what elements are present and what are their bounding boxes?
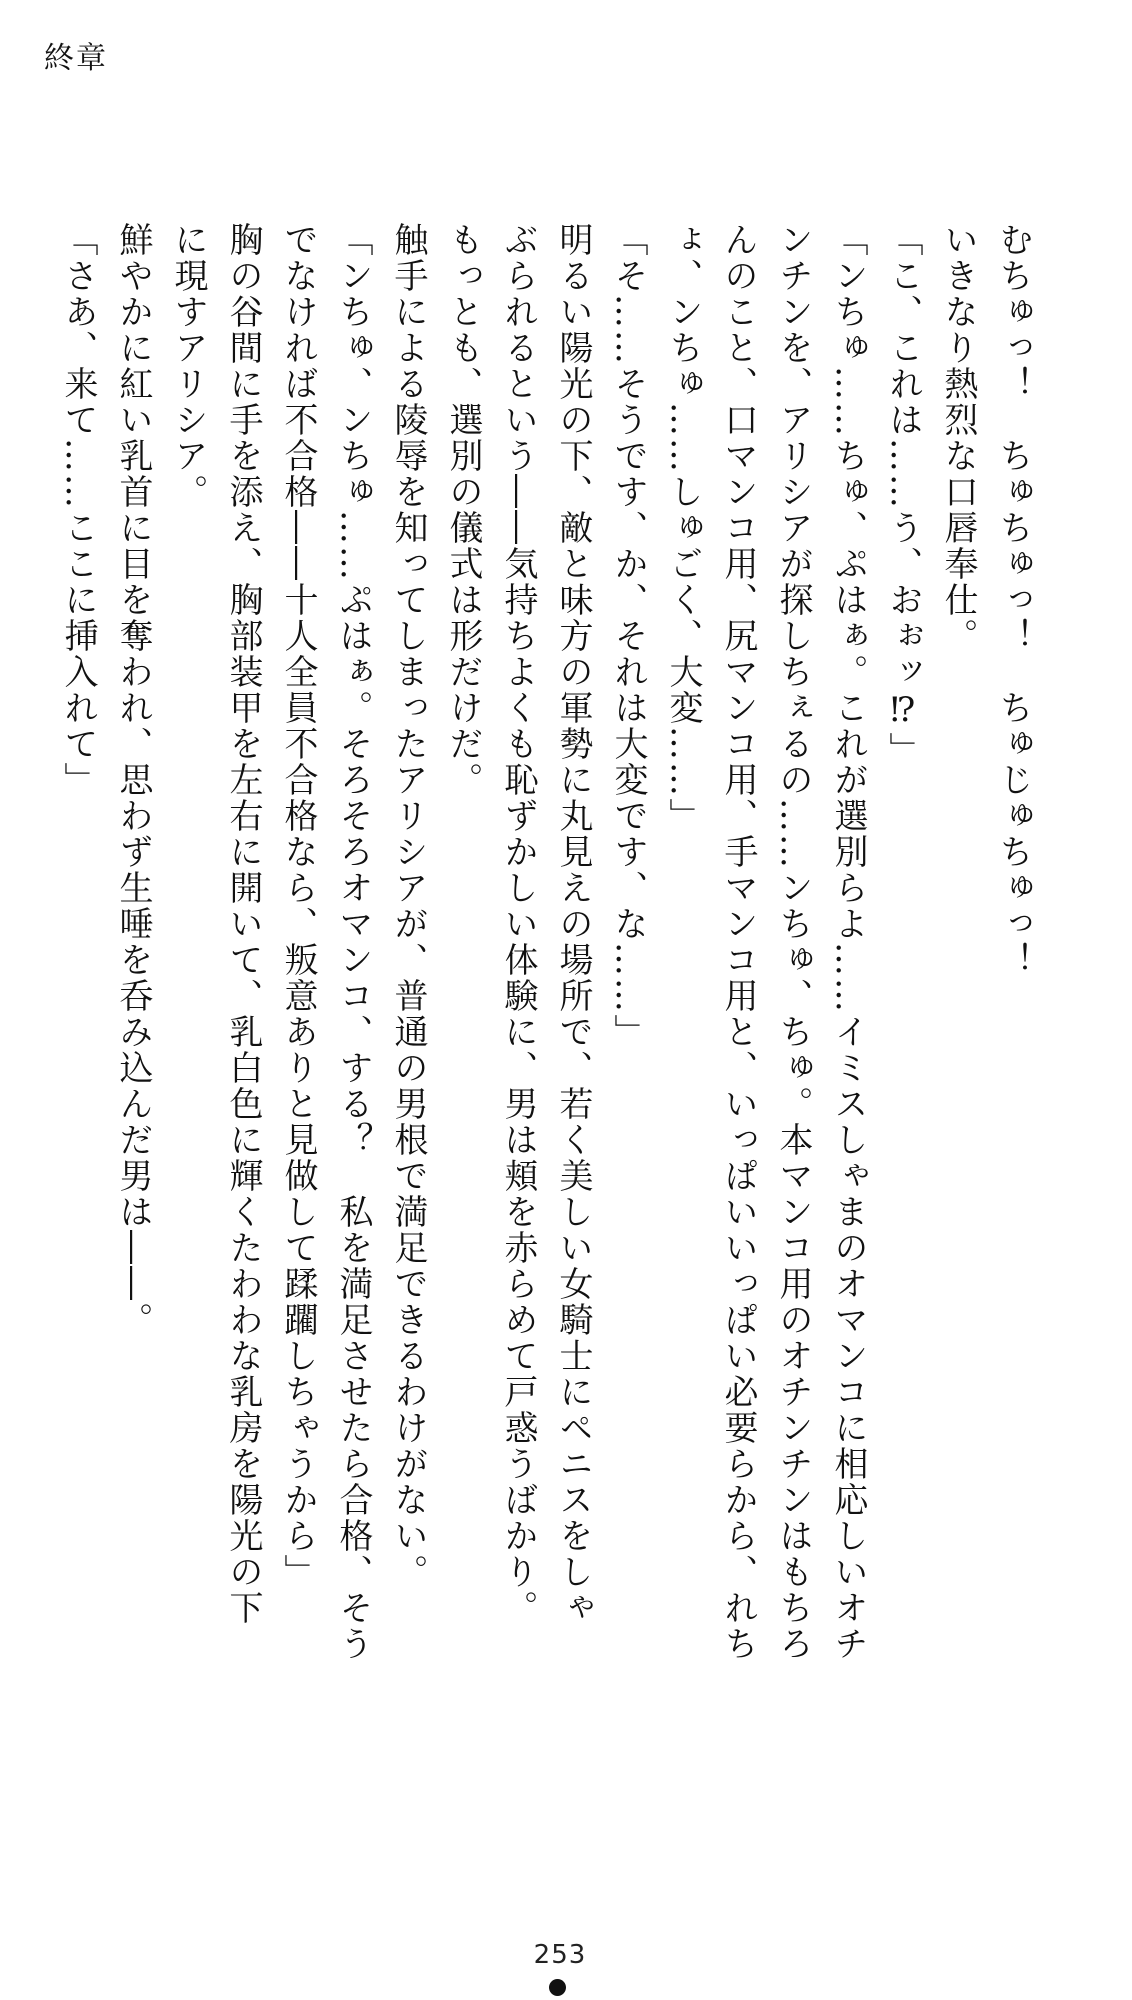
text-line: 「ンちゅ、ンちゅ……ぷはぁ。そろそろオマンコ、する？ 私を満足させたら合格、そう — [333, 222, 373, 1662]
text-line: 「そ……そうです、か、それは大変です、な……」 — [608, 222, 648, 1050]
body-text — [50, 222, 1040, 1782]
text-line: もっとも、選別の儀式は形だけだ。 — [443, 222, 483, 798]
text-line: 「さあ、来て……ここに挿入れて」 — [58, 222, 98, 798]
text-line: 「ンちゅ……ちゅ、ぷはぁ。これが選別らよ……イミスしゃまのオマンコに相応しいオチ — [828, 222, 868, 1662]
text-line: ぶられるという――気持ちよくも恥ずかしい体験に、男は頬を赤らめて戸惑うばかり。 — [498, 222, 538, 1626]
text-line: むちゅっ！ ちゅちゅっ！ ちゅじゅちゅっ！ — [993, 222, 1033, 978]
text-line: 鮮やかに紅い乳首に目を奪われ、思わず生唾を呑み込んだ男は――。 — [113, 222, 153, 1338]
text-line: ょ、ンちゅ……しゅごく、大変……」 — [663, 222, 703, 834]
chapter-header: 終章 — [44, 41, 108, 76]
text-line: ンチンを、アリシアが探しちぇるの……ンちゅ、ちゅ。本マンコ用のオチンチンはもちろ — [773, 222, 813, 1662]
text-line: 「こ、これは……う、おぉッ⁉」 — [883, 222, 923, 768]
text-line: んのこと、口マンコ用、尻マンコ用、手マンコ用と、いっぱいいっぱい必要らから、れち — [718, 222, 758, 1662]
text-line: いきなり熱烈な口唇奉仕。 — [938, 222, 978, 654]
text-line: 胸の谷間に手を添え、胸部装甲を左右に開いて、乳白色に輝くたわわな乳房を陽光の下 — [223, 222, 263, 1626]
text-line: に現すアリシア。 — [168, 222, 208, 510]
text-line: でなければ不合格――十人全員不合格なら、叛意ありと見做して蹂躙しちゃうから」 — [278, 222, 318, 1590]
text-line: 触手による陵辱を知ってしまったアリシアが、普通の男根で満足できるわけがない。 — [388, 222, 428, 1590]
page-dot-marker — [549, 1979, 566, 1996]
text-line: 明るい陽光の下、敵と味方の軍勢に丸見えの場所で、若く美しい女騎士にペニスをしゃ — [553, 222, 593, 1626]
page-number: 253 — [533, 1940, 587, 1970]
